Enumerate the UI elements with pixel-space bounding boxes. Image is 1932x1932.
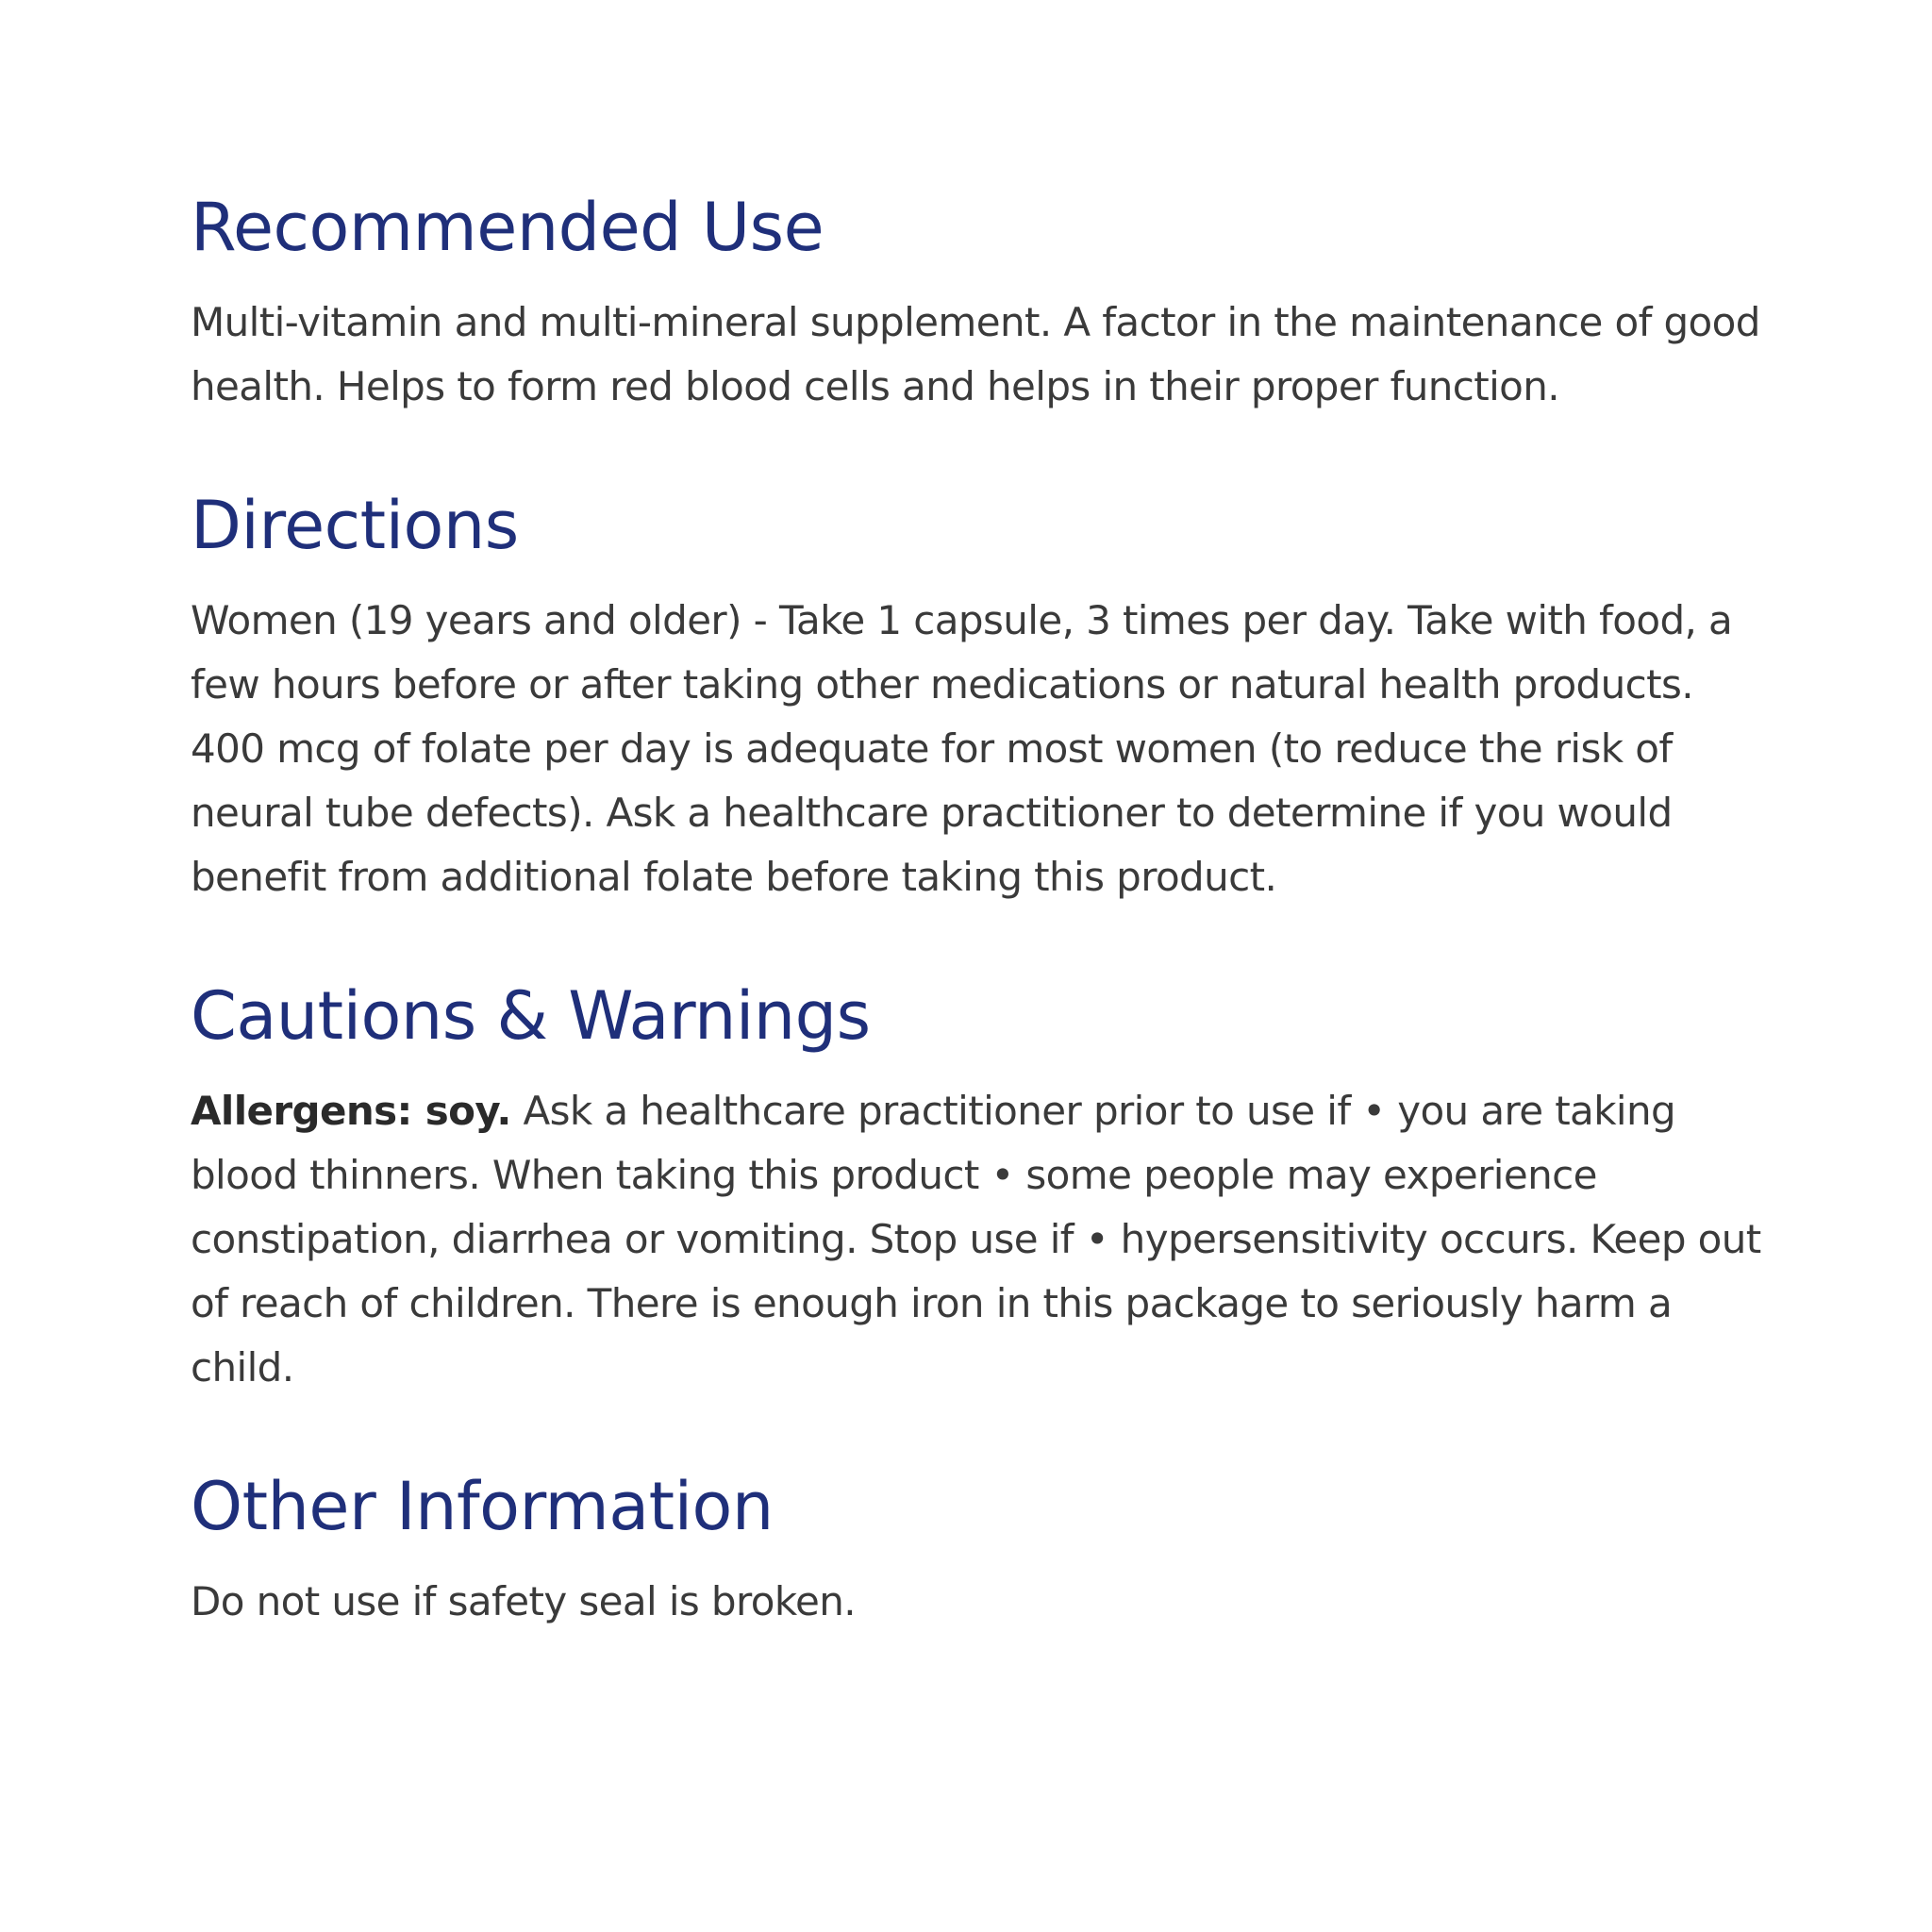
cautions-warnings-text bbox=[191, 1079, 1775, 1400]
cautions-warnings-section bbox=[191, 974, 1775, 1400]
recommended-use-section bbox=[191, 185, 1775, 419]
cautions-warnings-body: Ask a healthcare practitioner prior to use if • you are taking blood thinners. When taking this product • some people may experience constipation, diarrhea or vomiting. Stop use if • hypersensitivity occurs. Keep out of reach of children. There is enough iron in this package to seriously harm a child. bbox=[191, 1088, 1761, 1391]
other-information-section bbox=[191, 1464, 1775, 1634]
directions-section bbox=[191, 483, 1775, 909]
recommended-use-text: Multi-vitamin and multi-mineral supplement. A factor in the maintenance of good health. Helps to form red blood cells and helps in their proper function. bbox=[191, 299, 1760, 409]
allergens-label: Allergens: soy. bbox=[191, 1088, 511, 1134]
directions-heading: Directions bbox=[191, 487, 519, 564]
cautions-warnings-heading: Cautions & Warnings bbox=[191, 977, 871, 1055]
directions-text: Women (19 years and older) - Take 1 capsule, 3 times per day. Take with food, a few hours before or after taking other medications or natural health products. 400 mcg of folate per day is adequate for most women (to reduce the risk of neural tube defects). Ask a healthcare practitioner to determine if you would benefit from additional folate before taking this product. bbox=[191, 597, 1733, 900]
other-information-text: Do not use if safety seal is broken. bbox=[191, 1578, 857, 1624]
other-information-heading: Other Information bbox=[191, 1468, 774, 1545]
recommended-use-heading: Recommended Use bbox=[191, 189, 824, 266]
product-info-content bbox=[191, 185, 1775, 1634]
